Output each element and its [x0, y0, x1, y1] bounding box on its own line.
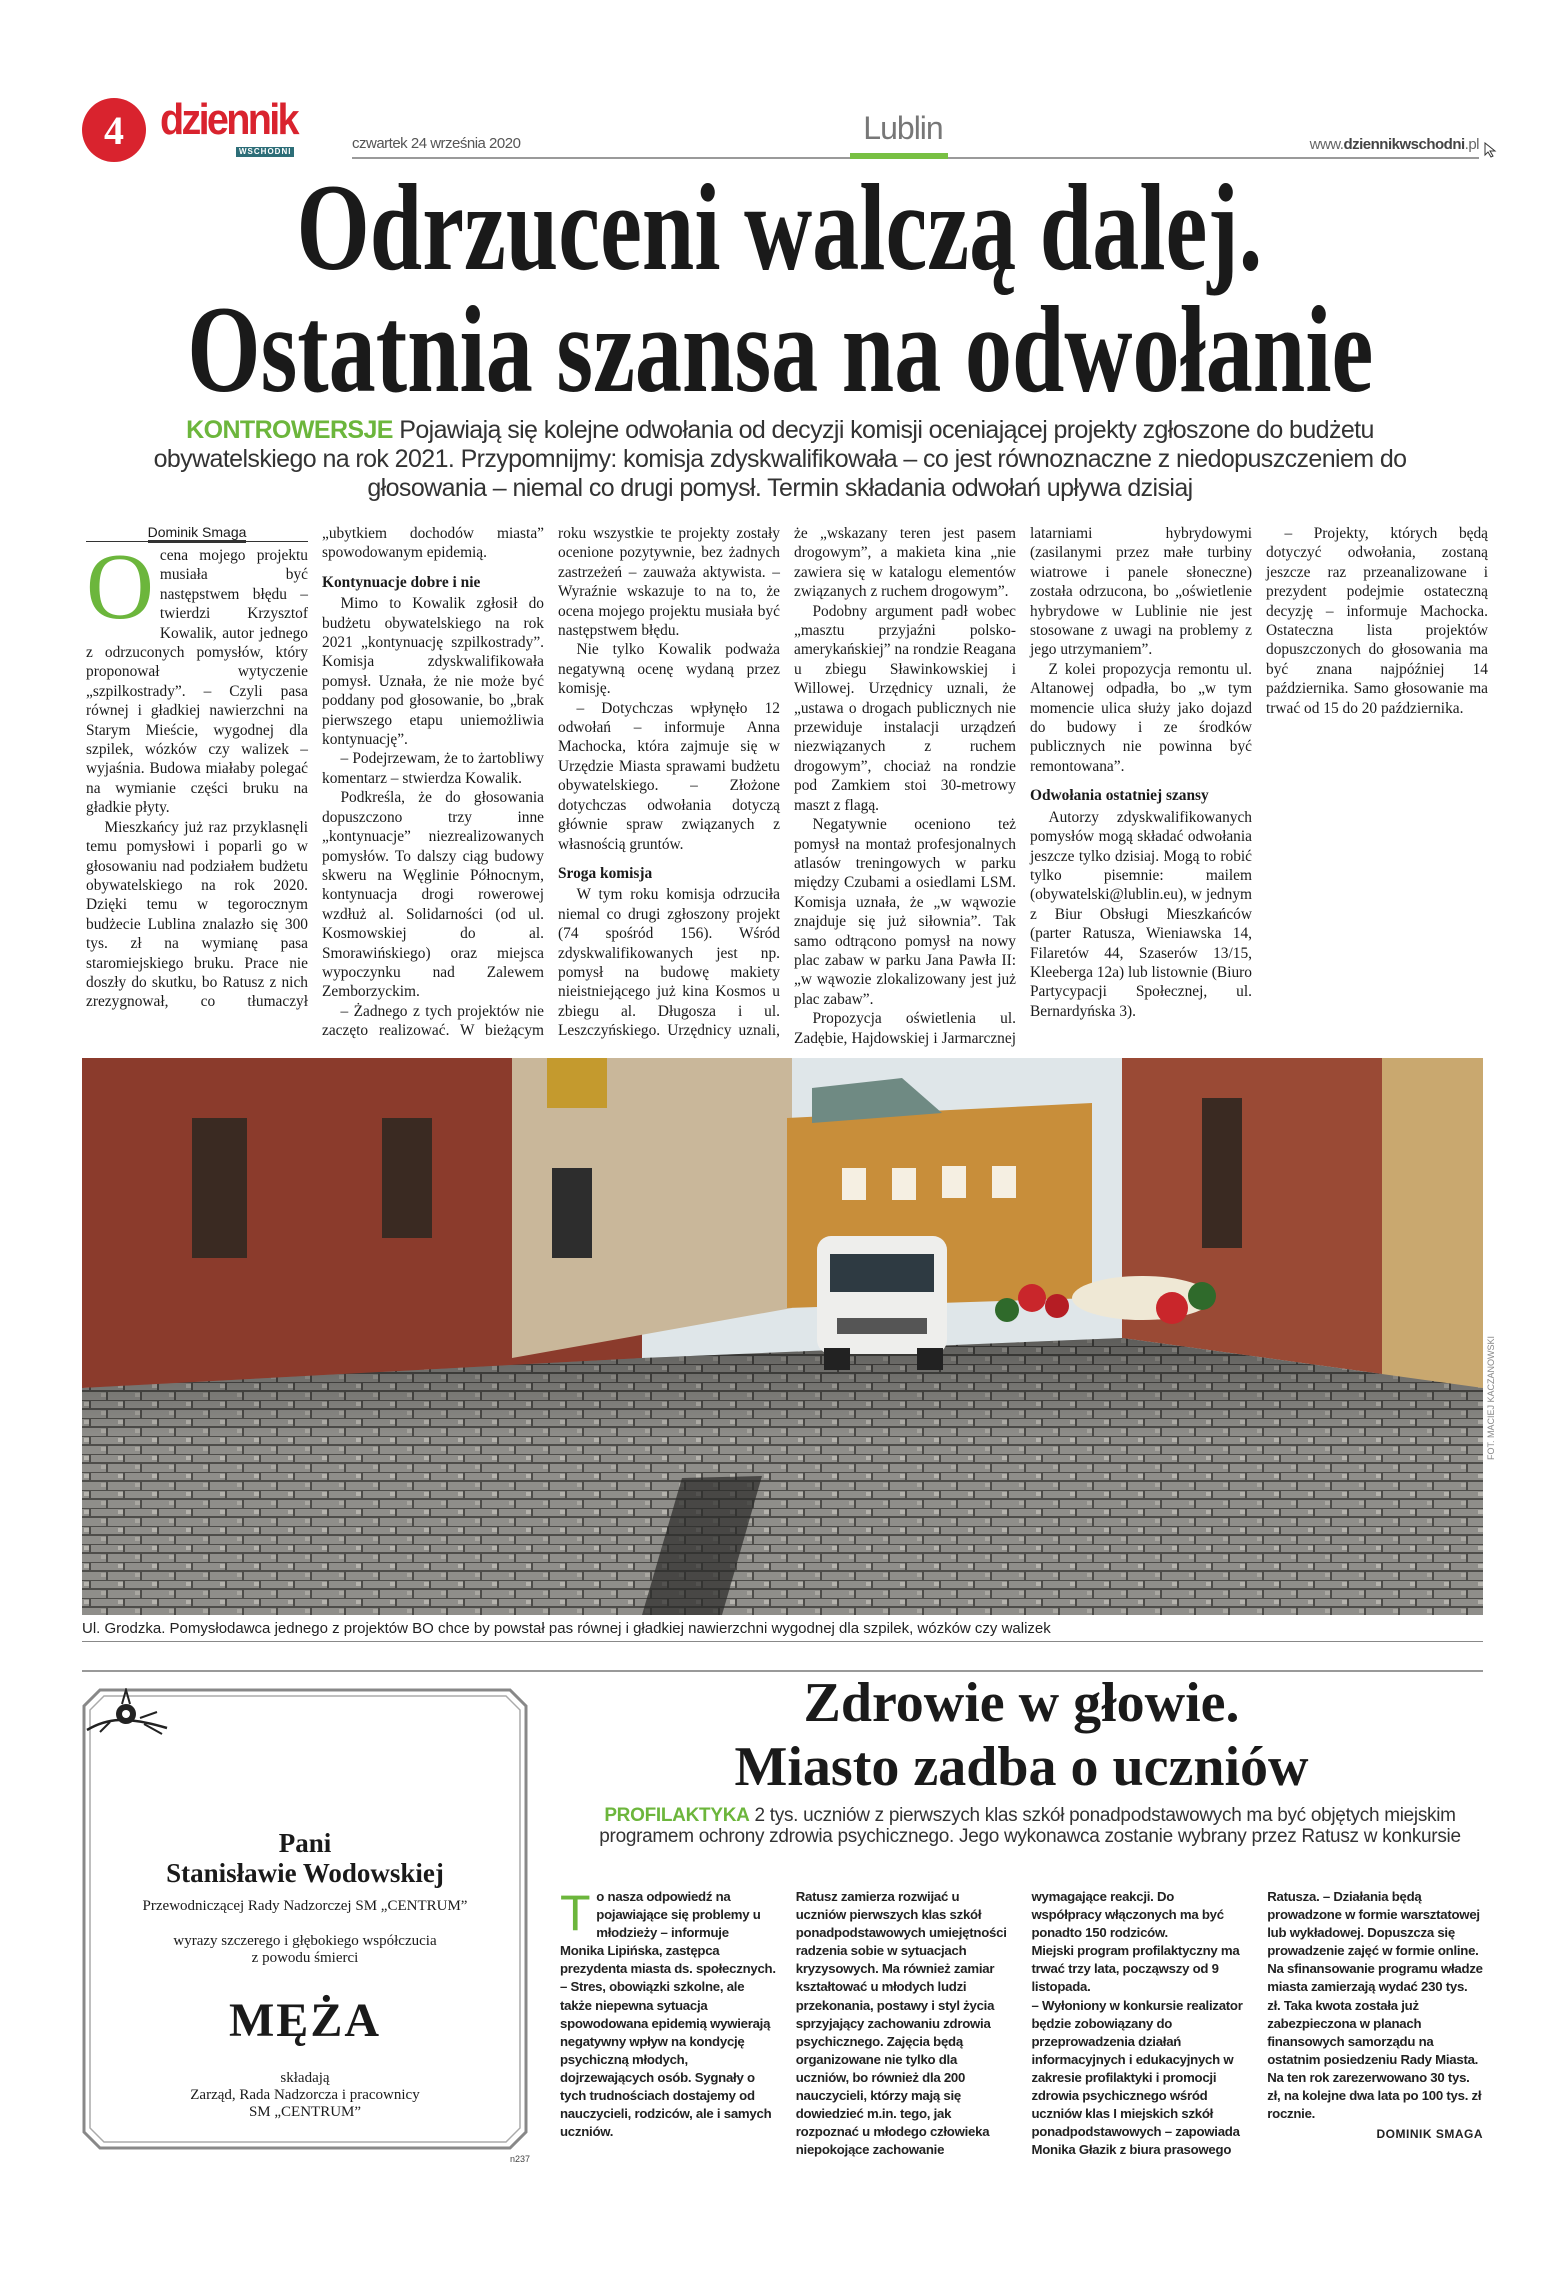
paragraph: – Wyłoniony w konkursie realizator będzie zobowiązany do przeprowadzenia działań informacyjnych i edukacyjnych w zakresie profilaktyki i promocji zdrowia psychicznego wśród uczniów klas I miejskich szkół ponadpodstawowych – zapowiada Monika Głazik z biura prasowego Ratusza. – Działania będą prowadzone w formie warsztatowej lub wykładowej. Dopuszcza się prowadzenie zajęć w formie online. — [1031, 1889, 1480, 2158]
paragraph: To nasza odpowiedź na pojawiające się problemy u młodzieży – informuje Monika Lipińska, zastępca prezydenta miasta ds. społecznych. – Stres, obowiązki szkolne, ale także niepewna sytuacja spowodowana epidemią wywierają negatywny wpływ na kondycję psychiczną młodych, dojrzewających osób. Sygnały o tych trudnościach dostajemy od nauczycieli, rodziców, ale i samych uczniów. — [560, 1888, 776, 2140]
page-number: 4 — [82, 98, 146, 162]
lead-text: Pojawiają się kolejne odwołania od decyzji komisji oceniającej projekty zgłoszone do budżetu obywatelskiego na rok 2021. Przypomnijmy: komisja zdyskwalifikowała – co jest równoznaczne z niedopuszczeniem do głosowania – niemal co drugi pomysł. Termin składania odwołań upływa dzisiaj — [153, 416, 1407, 502]
article2-body — [560, 1888, 1483, 2160]
byline-text: Dominik Smaga — [148, 524, 247, 543]
paragraph: W tym roku komisja odrzuciła niemal co drugi zgłoszony projekt (74 spośród 156). Wśród zdyskwalifikowanych jest np. pomysł na budowę makiety nieistniejącego już kina Kosmos u zbiegu al. Długosza i ul. Leszczyńskiego. Urzędnicy uznali, że „wskazany teren jest pasem drogowym”, a makieta kina „nie zawiera się w katalogu elementów związanych z ruchem drogowym”. — [558, 525, 1016, 1040]
flower-icon — [82, 1688, 172, 1738]
website-url — [1250, 136, 1479, 153]
url-suffix: .pl — [1464, 136, 1479, 153]
photo-credit: FOT. MACIEJ KACZANOWSKI — [1486, 1335, 1496, 1460]
sender-line: składają — [280, 2070, 330, 2086]
paragraph: Mimo to Kowalik zgłosił do budżetu obywatelskiego na rok 2021 „kontynuację szpilkostrady”. Komisja zdyskwalifikowała pomysł. Uznała, że nie może być poddany pod głosowanie, bo „brak pierwszego etapu uniemożliwia kontynuację”. — [322, 595, 544, 749]
paragraph: Podkreśla, że do głosowania dopuszczono trzy inne „kontynuacje” niezrealizowanych pomysłów. To dalszy ciąg budowy skweru na Węglinie Północnym, kontynuacja drogi rowerowej wzdłuż al. Solidarności (od ul. Kosmowskiej do al. Smorawińskiego) oraz miejsca wypoczynku nad Zalewem Zemborzyckim. — [322, 789, 544, 1001]
subheading: Odwołania ostatniej szansy — [1030, 787, 1209, 805]
condolence-line: wyrazy szczerego i głębokiego współczucia — [173, 1933, 437, 1949]
newspaper-logo-sub: WSCHODNI — [236, 147, 294, 157]
subheading: Sroga komisja — [558, 864, 653, 882]
headline-text: Odrzuceni walczą dalej. — [296, 159, 1262, 296]
drop-cap: O — [86, 535, 154, 639]
headline-text: Ostatnia szansa na odwołanie — [187, 281, 1374, 418]
ad-code: n237 — [510, 2154, 531, 2164]
paragraph: Ratusz zamierza rozwijać u uczniów pierwszych klas szkół ponadpodstawowych umiejętności radzenia sobie w sytuacjach kryzysowych. Ma również zamiar kształtować u młodych ludzi przekonania, postawy i styl życia sprzyjający zachowaniu zdrowia psychicznego. Zajęcia będą organizowane nie tylko dla uczniów, bo również dla 200 nauczycieli, którzy mają się dowiedzieć m.in. tego, jak rozpoznać u młodego człowieka niepokojące zachowanie wymagające reakcji. Do współpracy włączonych ma być ponadto 150 rodziców. — [795, 1889, 1224, 2158]
section-title: Lublin — [863, 110, 943, 146]
obituary-deceased: MĘŻA — [229, 1994, 381, 2047]
lead2-kicker: PROFILAKTYKA — [604, 1805, 750, 1826]
photo-caption: Ul. Grodzka. Pomysłodawca jednego z projektów BO chce by powstał pas równej i gładkiej nawierzchni wygodnej dla szpilek, wózków czy walizek — [82, 1620, 1483, 1642]
headline-line-1 — [0, 159, 1558, 296]
headline2-line-2: Miasto zadba o uczniów — [734, 1736, 1309, 1798]
lead-kicker: KONTROWERSJE — [186, 416, 393, 444]
obituary-condolence — [82, 1933, 528, 1967]
url-main: dziennikwschodni — [1343, 136, 1465, 153]
paragraph: Autorzy zdyskwalifikowanych pomysłów mogą składać odwołania jeszcze tylko dzisiaj. Mogą to robić tylko pisemnie: mailem (obywatelski@lublin.eu), w jednym z Biur Obsługi Mieszkańców (parter Ratusza, Wieniawska 14, Filaretów 44, Szaserów 13/15, Kleeberga 12a) lub listownie (Biuro Partycypacji Społecznej, ul. Bernardyńska 3). — [1030, 808, 1252, 1020]
obituary-role: Przewodniczącej Rady Nadzorczej SM „CENTRUM” — [142, 1898, 468, 1914]
paragraph: Mieszkańcy już raz przyklasnęli temu pomysłowi i poparli go w głosowaniu nad podziałem budżetu obywatelskiego na rok 2020. Dzięki temu w tegorocznym budżecie Lublina znalazło się 300 tys. zł na wymianę pasa staromiejskiego bruku. Prace nie doszły do skutku, bo Ratusz z nich zrezygnował, co tłumaczył „ubytkiem dochodów miasta” spowodowanym epidemią. — [86, 525, 544, 1011]
paragraph: Podobny argument padł wobec „masztu przyjaźni polsko-amerykańskiej” na rondzie Reagana u zbiegu Sławinkowskiej i Willowej. Urzędnicy uznali, że „ustawa o drogach publicznych nie przewiduje instalacji urządzeń niezwiązanych z ruchem drogowym”, chociaż na rondzie pod Zamkiem stoi 30-metrowy maszt z flagą. — [794, 602, 1016, 814]
article-body — [86, 524, 1488, 1050]
drop-cap: T — [560, 1888, 591, 1941]
sender-line: Zarząd, Rada Nadzorcza i pracownicy — [190, 2087, 420, 2103]
paragraph: Negatywnie oceniono też pomysł na montaż profesjonalnych atlasów treningowych w parku między Czubami a osiedlami LSM. Komisja uznała, że „w wąwozie znajduje się już siłownia”. Tak samo odtrącono pomysł na nowy plac zabaw w parku Jana Pawła II: „w wąwozie zlokalizowany jest już plac zabaw”. — [794, 816, 1016, 1008]
obituary-salutation: Pani — [278, 1828, 332, 1858]
paragraph: – Podejrzewam, że to żartobliwy komentarz – stwierdza Kowalik. — [322, 750, 544, 787]
paragraph: Nie tylko Kowalik podważa negatywną ocenę wydaną przez komisję. — [558, 641, 780, 698]
paragraph: Na sfinansowanie programu władze miasta zamierzają wydać 230 tys. zł. Taka kwota została już zabezpieczona w planach finansowych samorządu na ostatnim posiedzeniu Rady Miasta. Na ten rok zarezerwowano 30 tys. zł, na kolejne dwa lata po 100 tys. zł rocznie. — [1267, 1961, 1483, 2122]
newspaper-logo: dziennik — [160, 95, 297, 144]
obituary-notice — [82, 1688, 528, 2150]
paragraph: Propozycja oświetlenia ul. Zadębie, Hajdowskiej i Jarmarcznej latarniami hybrydowymi (zasilanymi przez małe turbiny wiatrowe i panele słoneczne) została odrzucona, bo „oświetlenie hybrydowe w Lublinie nie jest stosowane z uwagi na problemy z jego utrzymaniem”. — [794, 525, 1252, 1047]
byline: DOMINIK SMAGA — [1376, 2127, 1483, 2142]
url-prefix: www. — [1309, 136, 1344, 153]
obituary-senders — [82, 2070, 528, 2121]
paragraph: Miejski program profilaktyczny ma trwać trzy lata, począwszy od 9 listopada. — [1031, 1943, 1240, 1995]
paragraph: Z kolei propozycja remontu ul. Altanowej odpadła, bo „w tym momencie ulica służy jako dojazd do budowy i ze środków publicznych nie powinna być remontowana”. — [1030, 660, 1252, 775]
article-photo — [82, 1058, 1483, 1615]
condolence-line: z powodu śmierci — [251, 1950, 359, 1966]
article-lead — [110, 416, 1450, 503]
issue-date: czwartek 24 września 2020 — [352, 135, 521, 152]
headline-line-2 — [0, 281, 1558, 418]
paragraph: – Dotychczas wpłynęło 12 odwołań – informuje Anna Machocka, która zajmuje się w Urzędzie Miasta sprawami budżetu obywatelskiego. – Złożone dotychczas odwołania dotyczą głównie spraw związanych z własnością gruntów. — [558, 699, 780, 853]
paragraph: – Projekty, których będą dotyczyć odwołania, zostaną jeszcze raz przeanalizowane i prezydent podejmie ostateczną decyzję – informuje Machocka. Ostateczna lista projektów dopuszczonych do głosowania ma być znana najpóźniej 14 października. Samo głosowanie ma trwać od 15 do 20 października. — [1266, 525, 1488, 717]
lead2-text: 2 tys. uczniów z pierwszych klas szkół ponadpodstawowych ma być objętych miejskim programem ochrony zdrowia psychicznego. Jego wykonawca zostanie wybrany przez Ratusz w konkursie — [599, 1805, 1461, 1847]
sender-line: SM „CENTRUM” — [248, 2104, 362, 2120]
van — [817, 1236, 947, 1370]
paragraph: – Żadnego z tych projektów nie zaczęto realizować. W bieżącym roku wszystkie te projekty zostały ocenione pozytywnie, bez żadnych zastrzeżeń – zauważa aktywista. – Wyraźnie wskazuje to na to, że ocena mojego projektu musiała być następstwem błędu. — [322, 525, 780, 1040]
headline2-line-1: Zdrowie w głowie. — [803, 1672, 1240, 1734]
paragraph: Ocena mojego projektu musiała być następstwem błędu – twierdzi Krzysztof Kowalik, autor jednego z odrzuconych pomysłów, który proponował wytyczenie „szpilkostrady”. – Czyli pasa równej i gładkiej nawierzchni na Starym Mieście, wygodnej dla szpilek, wózków czy walizek – wyjaśnia. Budowa miałaby polegać na wymianie części bruku na gładkie płyty. — [86, 535, 308, 817]
cursor-icon — [1484, 142, 1498, 158]
article2-lead — [580, 1805, 1480, 1847]
subheading: Kontynuacje dobre i nie — [322, 573, 481, 591]
obituary-recipient: Stanisławie Wodowskiej — [166, 1858, 444, 1888]
